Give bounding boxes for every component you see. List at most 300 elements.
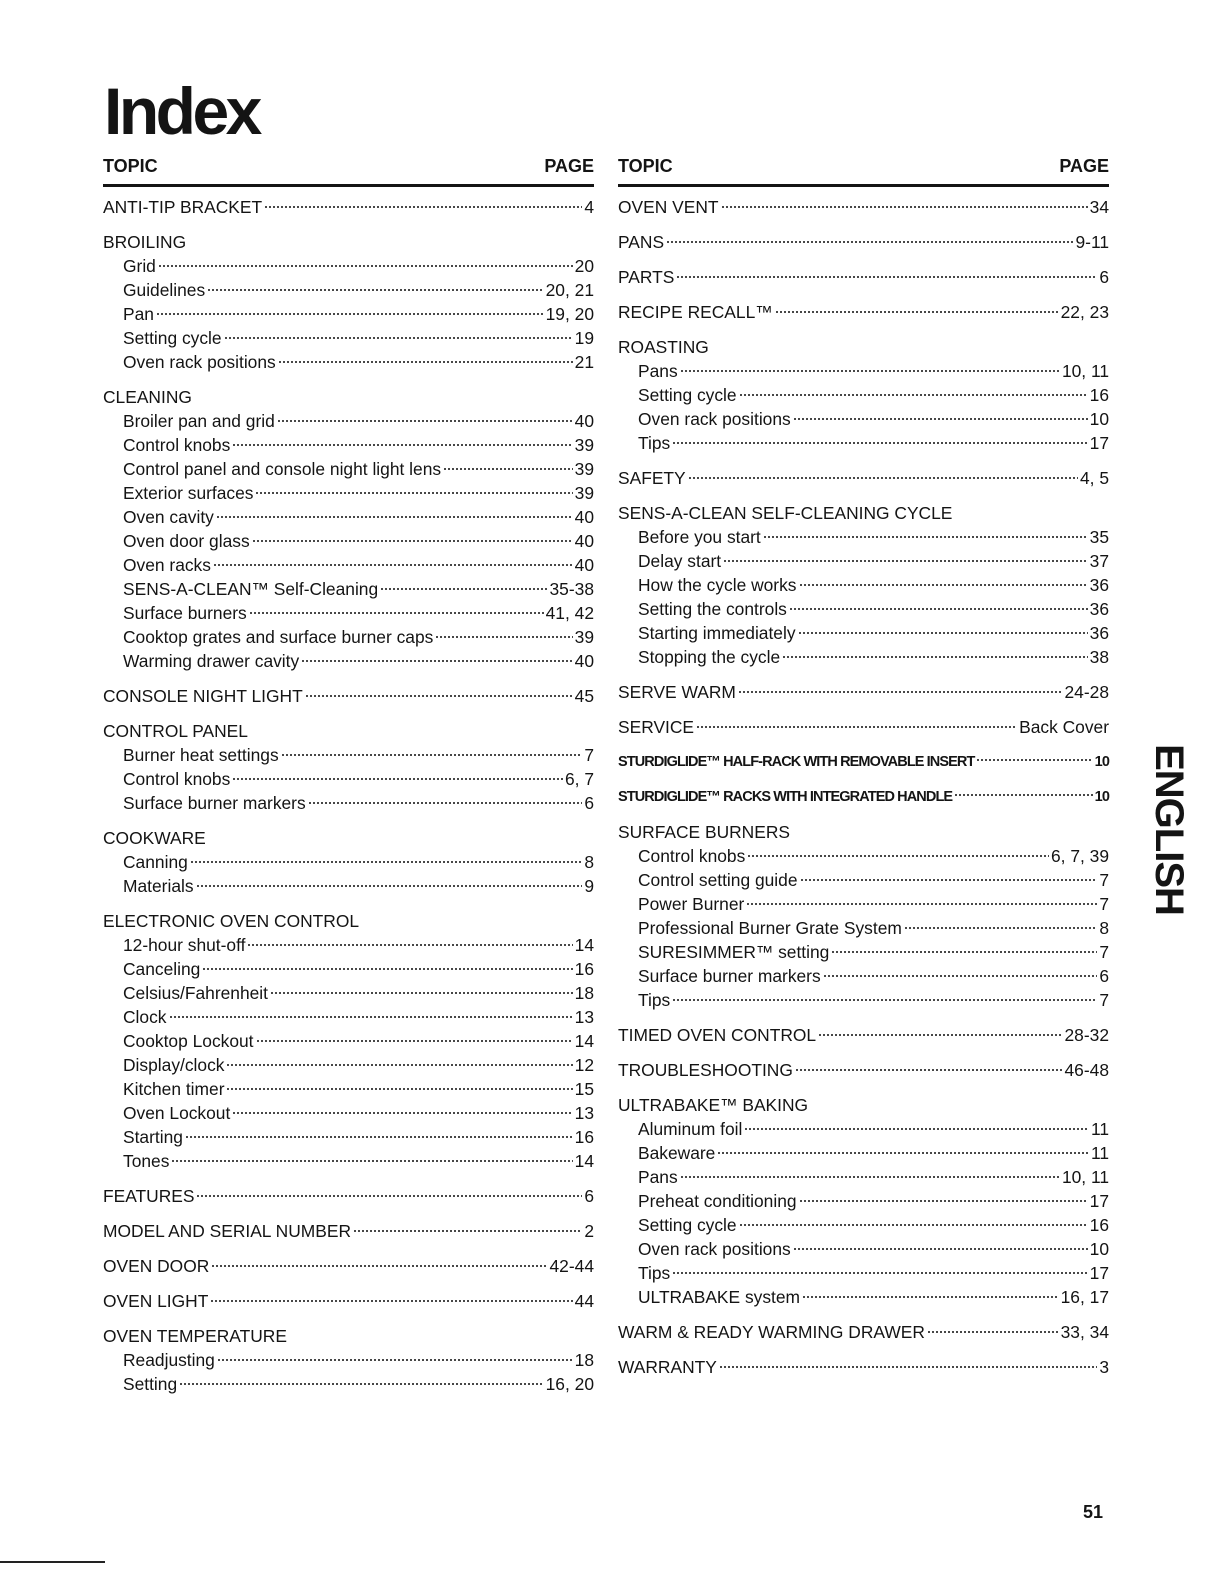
dot-leader [680,370,1060,372]
dot-leader [249,612,544,614]
entry-label: 12-hour shut-off [123,935,246,955]
entry-label: Aluminum foil [638,1119,743,1139]
entry-label: Oven Lockout [123,1103,231,1123]
topic-block [103,826,594,898]
entry-page: 14 [574,935,594,955]
index-subentry [103,1005,594,1029]
entry-page: 6, 7 [564,769,594,789]
entry-page: 18 [574,983,594,1003]
dot-leader [232,444,572,446]
entry-page: 14 [574,1031,594,1051]
dot-leader [256,1040,573,1042]
entry-label: Stopping the cycle [638,647,781,667]
entry-label: Preheat conditioning [638,1191,797,1211]
index-subentry [103,791,594,815]
index-subentry [618,1261,1109,1285]
topic-block [103,1219,594,1243]
index-subentry [103,278,594,302]
index-entry [103,1184,594,1208]
entry-page: 28-32 [1064,1025,1109,1045]
dot-leader [831,951,1097,953]
entry-page: 9 [584,876,594,896]
index-subentry [618,892,1109,916]
dot-leader [171,1160,572,1162]
index-subentry [103,529,594,553]
entry-label: Oven rack positions [123,352,276,372]
dot-leader [666,241,1073,243]
entry-label: Starting immediately [638,623,796,643]
dot-leader [800,879,1098,881]
index-subentry [103,505,594,529]
entry-label: TROUBLESHOOTING [618,1060,793,1080]
index-entry [618,1320,1109,1344]
entry-page: 10 [1094,789,1109,805]
index-subentry [618,868,1109,892]
page-number: 51 [1083,1502,1104,1522]
entry-label: Setting cycle [123,328,222,348]
dot-leader [799,1200,1088,1202]
entry-label: Guidelines [123,280,206,300]
entry-label: Oven cavity [123,507,214,527]
topic-heading: BROILING [103,232,187,252]
entry-label: Oven rack positions [638,1239,791,1259]
language-tab [1146,718,1191,940]
dot-leader [158,265,573,267]
entry-label: Professional Burner Grate System [638,918,902,938]
entry-page: 35 [1089,527,1109,547]
topic-heading: SENS-A-CLEAN SELF-CLEANING CYCLE [618,503,953,523]
topic-block [618,466,1109,490]
entry-label: Tones [123,1151,170,1171]
index-subentry [618,1165,1109,1189]
dot-leader [688,477,1078,479]
entry-page: 39 [574,627,594,647]
entry-label: Burner heat settings [123,745,279,765]
entry-page: 11 [1090,1119,1109,1139]
entry-page: 33, 34 [1060,1322,1109,1342]
entry-label: Surface burner markers [638,966,821,986]
entry-label: SERVICE [618,717,695,737]
topic-block [618,785,1109,809]
topic-block [618,265,1109,289]
dot-leader [305,695,573,697]
dot-leader [380,588,547,590]
entry-page: 45 [574,686,594,706]
column-header [618,153,1109,187]
entry-label: Control knobs [638,846,746,866]
topic-block [103,1254,594,1278]
entry-page: 17 [1089,1263,1109,1283]
entry-page: 8 [584,852,594,872]
entry-page: 8 [1099,918,1109,938]
entry-label: STURDIGLIDE™ HALF-RACK WITH REMOVABLE INSERT [618,754,975,770]
index-subentry [103,933,594,957]
page-header: PAGE [1059,156,1109,176]
entry-label: WARM & READY WARMING DRAWER [618,1322,925,1342]
dot-leader [196,885,583,887]
dot-leader [443,468,573,470]
entry-label: Canceling [123,959,201,979]
index-subentry [103,1149,594,1173]
topic-block [103,1289,594,1313]
entry-page: 16 [1089,1215,1109,1235]
entry-label: Control setting guide [638,870,798,890]
dot-leader [818,1034,1062,1036]
entry-page: 10 [1089,409,1109,429]
index-subentry [618,1285,1109,1309]
index-subentry [103,874,594,898]
entry-label: SERVE WARM [618,682,736,702]
dot-leader [211,1265,547,1267]
index-entry [618,785,1109,809]
entry-label: PANS [618,232,665,252]
dot-leader [226,1064,572,1066]
column-header [103,153,594,187]
index-entry [103,195,594,219]
index-entries [103,195,594,1396]
entry-page: 41, 42 [545,603,594,623]
entry-label: Oven rack positions [638,409,791,429]
index-entry [618,1023,1109,1047]
index-subentry [103,350,594,374]
entry-label: Setting the controls [638,599,787,619]
entry-page: 16 [574,959,594,979]
entry-page: 40 [574,507,594,527]
dot-leader [798,632,1088,634]
entry-page: 17 [1089,1191,1109,1211]
index-subentry [618,549,1109,573]
index-subentry [618,964,1109,988]
entry-page: 11 [1090,1143,1109,1163]
entry-label: Grid [123,256,156,276]
entry-page: 4 [584,197,594,217]
entry-page: 19, 20 [545,304,594,324]
index-subentry [618,359,1109,383]
index-entry [618,750,1109,774]
index-subentry [618,645,1109,669]
index-subentry [618,1213,1109,1237]
entry-page: 20, 21 [545,280,594,300]
index-subentry [103,1372,594,1396]
topic-heading: OVEN TEMPERATURE [103,1326,287,1346]
index-subentry [103,302,594,326]
topic-block [103,719,594,815]
entry-page: Back Cover [1019,717,1109,737]
entry-page: 12 [574,1055,594,1075]
topic-block [103,909,594,1173]
index-subentry [103,767,594,791]
entry-page: 38 [1089,647,1109,667]
entry-label: Cooktop grates and surface burner caps [123,627,434,647]
dot-leader [210,1300,572,1302]
entry-label: Kitchen timer [123,1079,225,1099]
index-subentry [103,481,594,505]
entry-label: RECIPE RECALL™ [618,302,773,322]
topic-heading: COOKWARE [103,828,206,848]
dot-leader [217,1359,573,1361]
index-subentry [103,433,594,457]
dot-leader [782,656,1088,658]
index-subentry [103,1101,594,1125]
topic-header: TOPIC [618,156,673,176]
topic-block [618,501,1109,669]
entry-label: WARRANTY [618,1357,717,1377]
dot-leader [232,778,563,780]
dot-leader [721,206,1088,208]
entry-page: 7 [584,745,594,765]
index-entry [103,1219,594,1243]
dot-leader [954,794,1092,796]
entry-label: Surface burners [123,603,247,623]
entry-label: How the cycle works [638,575,797,595]
entry-page: 10, 11 [1061,361,1109,381]
index-entry [103,684,594,708]
index-subentry [618,844,1109,868]
entry-label: Setting cycle [638,1215,737,1235]
topic-heading: SURFACE BURNERS [618,822,791,842]
entry-label: Cooktop Lockout [123,1031,254,1051]
dot-leader [744,1128,1089,1130]
dot-leader [179,1383,543,1385]
index-subentry [618,525,1109,549]
dot-leader [270,992,573,994]
dot-leader [738,691,1063,693]
index-column-left [103,153,594,1407]
entry-page: 14 [574,1151,594,1171]
entry-page: 16 [574,1127,594,1147]
entry-label: SAFETY [618,468,686,488]
index-entry [618,715,1109,739]
entry-page: 16, 20 [545,1374,594,1394]
dot-leader [216,516,573,518]
dot-leader [202,968,572,970]
topic-block [103,230,594,374]
entry-label: Materials [123,876,194,896]
entry-label: Oven racks [123,555,211,575]
entry-page: 36 [1089,575,1109,595]
entry-page: 36 [1089,599,1109,619]
dot-leader [255,492,572,494]
dot-leader [746,903,1097,905]
entry-page: 7 [1099,894,1109,914]
index-column-right [618,153,1109,1390]
index-subentry [618,1237,1109,1261]
entry-label: OVEN VENT [618,197,719,217]
dot-leader [232,1112,572,1114]
dot-leader [226,1088,572,1090]
entry-page: 39 [574,435,594,455]
dot-leader [435,636,572,638]
entry-label: Canning [123,852,188,872]
entry-label: CONSOLE NIGHT LIGHT [103,686,303,706]
dot-leader [747,855,1049,857]
dot-leader [696,726,1017,728]
dot-leader [795,1069,1063,1071]
topic-block [618,335,1109,455]
entry-page: 18 [574,1350,594,1370]
entry-page: 40 [574,555,594,575]
entry-page: 19 [574,328,594,348]
dot-leader [672,1272,1087,1274]
entry-page: 24-28 [1064,682,1109,702]
topic-block [618,1058,1109,1082]
entry-page: 10 [1089,1239,1109,1259]
index-entry [103,1289,594,1313]
entry-label: ULTRABAKE system [638,1287,801,1307]
index-subentry [103,1029,594,1053]
topic-block [618,1320,1109,1344]
entry-label: Starting [123,1127,183,1147]
entry-page: 42-44 [549,1256,594,1276]
entry-page: 7 [1099,942,1109,962]
dot-leader [904,927,1097,929]
entry-page: 6 [584,793,594,813]
topic-block [103,684,594,708]
index-entry [618,265,1109,289]
dot-leader [672,999,1097,1001]
entry-page: 3 [1099,1357,1109,1377]
index-entries [618,195,1109,1379]
index-subentry [618,431,1109,455]
dot-leader [252,540,573,542]
entry-page: 10 [1094,754,1109,770]
index-entry [618,1058,1109,1082]
index-entry [618,300,1109,324]
entry-label: Celsius/Fahrenheit [123,983,268,1003]
dot-leader [799,584,1088,586]
topic-block [103,385,594,673]
entry-page: 6 [1099,966,1109,986]
dot-leader [680,1176,1060,1178]
index-subentry [618,1117,1109,1141]
entry-label: Clock [123,1007,167,1027]
index-subentry [618,1141,1109,1165]
index-subentry [103,601,594,625]
dot-leader [301,660,572,662]
language-tab-label: ENGLISH [1146,743,1191,915]
dot-leader [723,560,1088,562]
dot-leader [676,276,1097,278]
index-subentry [103,649,594,673]
index-entry [618,230,1109,254]
entry-page: 37 [1089,551,1109,571]
dot-leader [247,944,572,946]
dot-leader [213,564,573,566]
topic-block [618,1023,1109,1047]
entry-page: 16 [1089,385,1109,405]
dot-leader [802,1296,1059,1298]
page-header: PAGE [544,156,594,176]
entry-label: Tips [638,433,671,453]
entry-label: SENS-A-CLEAN™ Self-Cleaning [123,579,379,599]
entry-page: 40 [574,531,594,551]
topic-heading: ROASTING [618,337,709,357]
entry-label: Display/clock [123,1055,225,1075]
index-subentry [618,383,1109,407]
index-subentry [103,850,594,874]
topic-heading: ULTRABAKE™ BAKING [618,1095,809,1115]
topic-block [103,1184,594,1208]
index-subentry [618,573,1109,597]
dot-leader [196,1195,582,1197]
dot-leader [775,311,1059,313]
entry-page: 40 [574,411,594,431]
topic-block [618,820,1109,1012]
dot-leader [976,759,1092,761]
entry-page: 46-48 [1064,1060,1109,1080]
entry-label: PARTS [618,267,675,287]
dot-leader [281,754,583,756]
entry-label: OVEN LIGHT [103,1291,209,1311]
entry-label: TIMED OVEN CONTROL [618,1025,817,1045]
entry-page: 13 [574,1103,594,1123]
footer-rule [0,1561,105,1563]
entry-page: 10, 11 [1061,1167,1109,1187]
index-subentry [618,988,1109,1012]
entry-page: 6 [1099,267,1109,287]
entry-label: Oven door glass [123,531,250,551]
dot-leader [156,313,544,315]
topic-block [103,1324,594,1396]
entry-label: Before you start [638,527,761,547]
entry-page: 13 [574,1007,594,1027]
dot-leader [739,394,1088,396]
dot-leader [793,418,1088,420]
topic-block [618,195,1109,219]
topic-block [618,680,1109,704]
entry-page: 7 [1099,870,1109,890]
entry-label: Pans [638,1167,678,1187]
index-subentry [103,254,594,278]
entry-page: 40 [574,651,594,671]
index-subentry [618,407,1109,431]
entry-label: Setting [123,1374,178,1394]
index-subentry [103,326,594,350]
entry-label: Power Burner [638,894,745,914]
entry-label: Tips [638,1263,671,1283]
index-subentry [618,1189,1109,1213]
entry-page: 4, 5 [1079,468,1109,488]
dot-leader [224,337,573,339]
entry-page: 35-38 [549,579,594,599]
topic-block [618,230,1109,254]
entry-label: Warming drawer cavity [123,651,300,671]
dot-leader [672,442,1087,444]
entry-label: Setting cycle [638,385,737,405]
entry-label: Control panel and console night light lens [123,459,442,479]
entry-label: Broiler pan and grid [123,411,275,431]
topic-block [618,1355,1109,1379]
topic-block [618,1093,1109,1309]
index-subentry [103,553,594,577]
entry-page: 22, 23 [1060,302,1109,322]
dot-leader [264,206,582,208]
entry-label: Pan [123,304,154,324]
entry-label: Exterior surfaces [123,483,254,503]
entry-page: 39 [574,459,594,479]
dot-leader [739,1224,1088,1226]
entry-page: 17 [1089,433,1109,453]
entry-page: 36 [1089,623,1109,643]
index-subentry [618,940,1109,964]
topic-heading: CLEANING [103,387,192,407]
index-entry [618,466,1109,490]
entry-label: MODEL AND SERIAL NUMBER [103,1221,352,1241]
index-subentry [103,577,594,601]
dot-leader [308,802,583,804]
dot-leader [353,1230,582,1232]
entry-page: 44 [574,1291,594,1311]
